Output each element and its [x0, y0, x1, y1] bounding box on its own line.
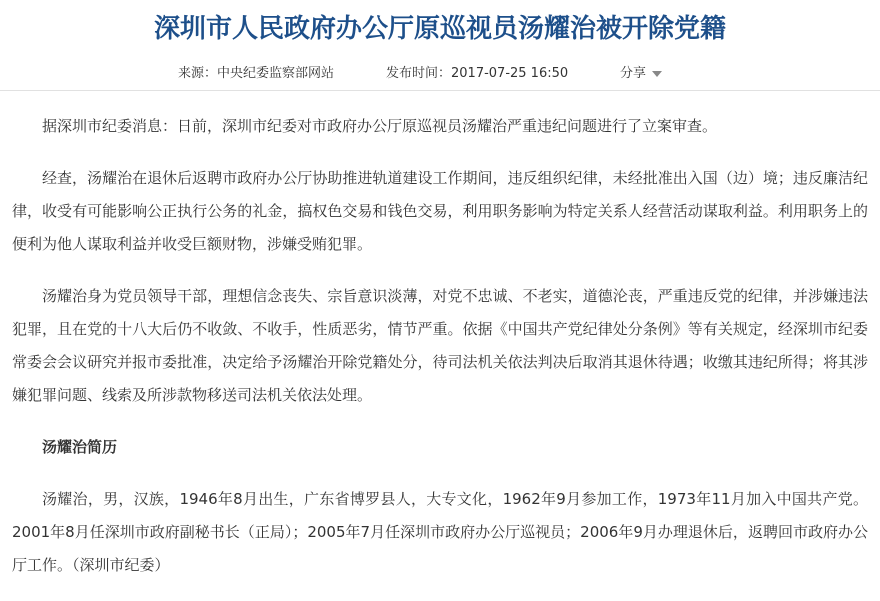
article-title: 深圳市人民政府办公厅原巡视员汤耀治被开除党籍 [153, 14, 726, 44]
share-label: 分享 [620, 66, 647, 81]
article-body [12, 110, 868, 601]
resume-paragraph: 汤耀治，男，汉族，1946年8月出生，广东省博罗县人，大专文化，1962年9月参加工作，1973年11月加入中国共产党。2001年8月任深圳市政府副秘书长（正局）；2005年7月任深圳市政府办公厅巡视员；2006年9月办理退休后，返聘回市政府办公厅工作。（深圳市纪委） [12, 490, 868, 574]
article-meta [0, 62, 880, 82]
article-source: 来源：中央纪委监察部网站 [178, 66, 335, 81]
resume-heading: 汤耀治简历 [42, 438, 118, 456]
share-button[interactable] [620, 62, 662, 81]
paragraph: 汤耀治身为党员领导干部，理想信念丧失、宗旨意识淡薄，对党不忠诚、不老实，道德沦丧，严重违反党的纪律，并涉嫌违法犯罪，且在党的十八大后仍不收敛、不收手，性质恶劣，情节严重。依据《中国共产党纪律处分条例》等有关规定，经深圳市纪委常委会会议研究并报市委批准，决定给予汤耀治开除党籍处分，待司法机关依法判决后取消其退休待遇；收缴其违纪所得；将其涉嫌犯罪问题、线索及所涉款物移送司法机关依法处理。 [12, 287, 868, 404]
paragraph: 经查，汤耀治在退休后返聘市政府办公厅协助推进轨道建设工作期间，违反组织纪律，未经批准出入国（边）境；违反廉洁纪律，收受有可能影响公正执行公务的礼金，搞权色交易和钱色交易，利用职务影响为特定关系人经营活动谋取利益。利用职务上的便利为他人谋取利益并收受巨额财物，涉嫌受贿犯罪。 [12, 169, 868, 253]
chevron-down-icon [652, 71, 662, 77]
publish-time: 发布时间：2017-07-25 16:50 [386, 66, 569, 81]
header-divider [0, 90, 880, 91]
paragraph: 据深圳市纪委消息：日前，深圳市纪委对市政府办公厅原巡视员汤耀治严重违纪问题进行了立案审查。 [42, 117, 718, 135]
